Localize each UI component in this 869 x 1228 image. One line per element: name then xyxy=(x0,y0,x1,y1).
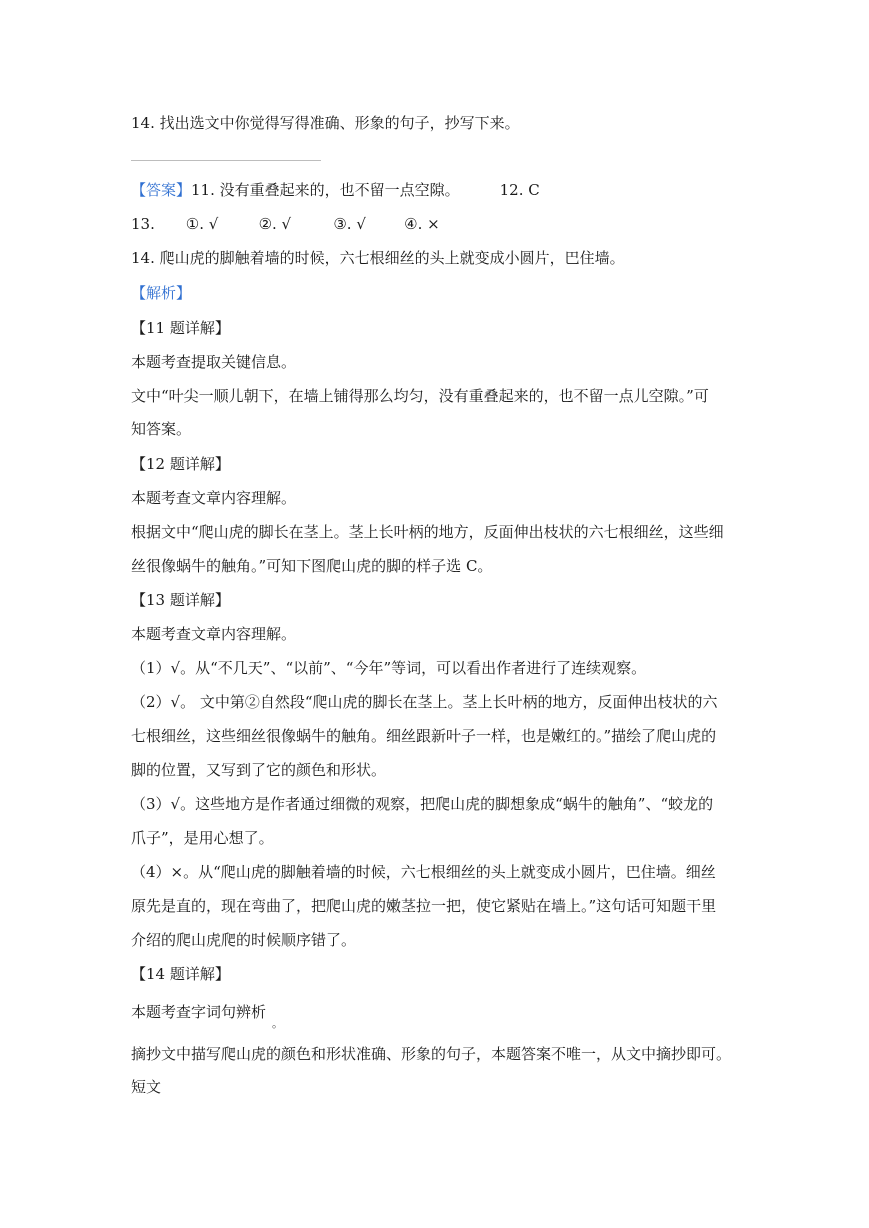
paragraph: 七根细丝，这些细丝很像蜗牛的触角。细丝跟新叶子一样，也是嫩红的。”描绘了爬山虎的 xyxy=(131,727,717,745)
paragraph: 本题考查字词句辨析 xyxy=(131,1003,267,1021)
paragraph: 摘抄文中描写爬山虎的颜色和形状准确、形象的句子，本题答案不唯一，从文中摘抄即可。 xyxy=(131,1045,732,1063)
answer-14: 14. 爬山虎的脚触着墙的时候，六七根细丝的头上就变成小圆片，巴住墙。 xyxy=(131,249,625,267)
answer-13-row xyxy=(131,214,440,234)
question-14: 14. 找出选文中你觉得写得准确、形象的句子，抄写下来。 xyxy=(131,114,520,132)
paragraph: 脚的位置，又写到了它的颜色和形状。 xyxy=(131,761,387,779)
paragraph: 根据文中“爬山虎的脚长在茎上。茎上长叶柄的地方，反面伸出枝状的六七根细丝，这些细 xyxy=(131,523,724,541)
analysis-tag: 【解析】 xyxy=(131,284,192,302)
paragraph: 爪子”，是用心想了。 xyxy=(131,829,274,847)
answer-tag: 【答案】 xyxy=(131,181,192,199)
answer-blank-line xyxy=(131,160,321,161)
paragraph: （3）√。这些地方是作者通过细微的观察，把爬山虎的脚想象成“蜗牛的触角”、“蛟龙的 xyxy=(131,795,714,813)
paragraph: 文中“叶尖一顺儿朝下，在墙上铺得那么均匀，没有重叠起来的，也不留一点儿空隙。”可 xyxy=(131,387,709,405)
paragraph: 丝很像蜗牛的触角。”可知下图爬山虎的脚的样子选 C。 xyxy=(131,557,493,575)
answer-11: 11. 没有重叠起来的，也不留一点空隙。 xyxy=(191,181,460,199)
heading-13: 【13 题详解】 xyxy=(131,591,230,609)
answer-13-label: 13. xyxy=(131,215,155,233)
paragraph: （1）√。从“不几天”、“以前”、“今年”等词，可以看出作者进行了连续观察。 xyxy=(131,659,647,677)
paragraph: 原先是直的，现在弯曲了，把爬山虎的嫩茎拉一把，使它紧贴在墙上。”这句话可知题干里 xyxy=(131,897,717,915)
paragraph: 本题考查文章内容理解。 xyxy=(131,625,297,643)
trailing-period: 。 xyxy=(272,1017,283,1030)
paragraph: （2）√。 文中第②自然段“爬山虎的脚长在茎上。茎上长叶柄的地方，反面伸出枝状的六 xyxy=(131,693,718,711)
footer-text: 短文 xyxy=(131,1078,162,1096)
answer-13-item: ①. √ xyxy=(185,215,219,233)
paragraph: 知答案。 xyxy=(131,420,192,438)
answer-row-1 xyxy=(131,180,540,200)
answer-13-item: ②. √ xyxy=(258,215,292,233)
answer-13-item: ④. × xyxy=(404,215,440,233)
heading-14: 【14 题详解】 xyxy=(131,965,230,983)
paragraph: 介绍的爬山虎爬的时候顺序错了。 xyxy=(131,931,357,949)
paragraph: 本题考查文章内容理解。 xyxy=(131,489,297,507)
answer-13-item: ③. √ xyxy=(333,215,366,233)
paragraph: （4）×。从“爬山虎的脚触着墙的时候，六七根细丝的头上就变成小圆片，巴住墙。细丝 xyxy=(131,863,716,881)
heading-11: 【11 题详解】 xyxy=(131,319,230,337)
answer-12: 12. C xyxy=(499,181,540,199)
heading-12: 【12 题详解】 xyxy=(131,455,230,473)
paragraph: 本题考查提取关键信息。 xyxy=(131,353,297,371)
